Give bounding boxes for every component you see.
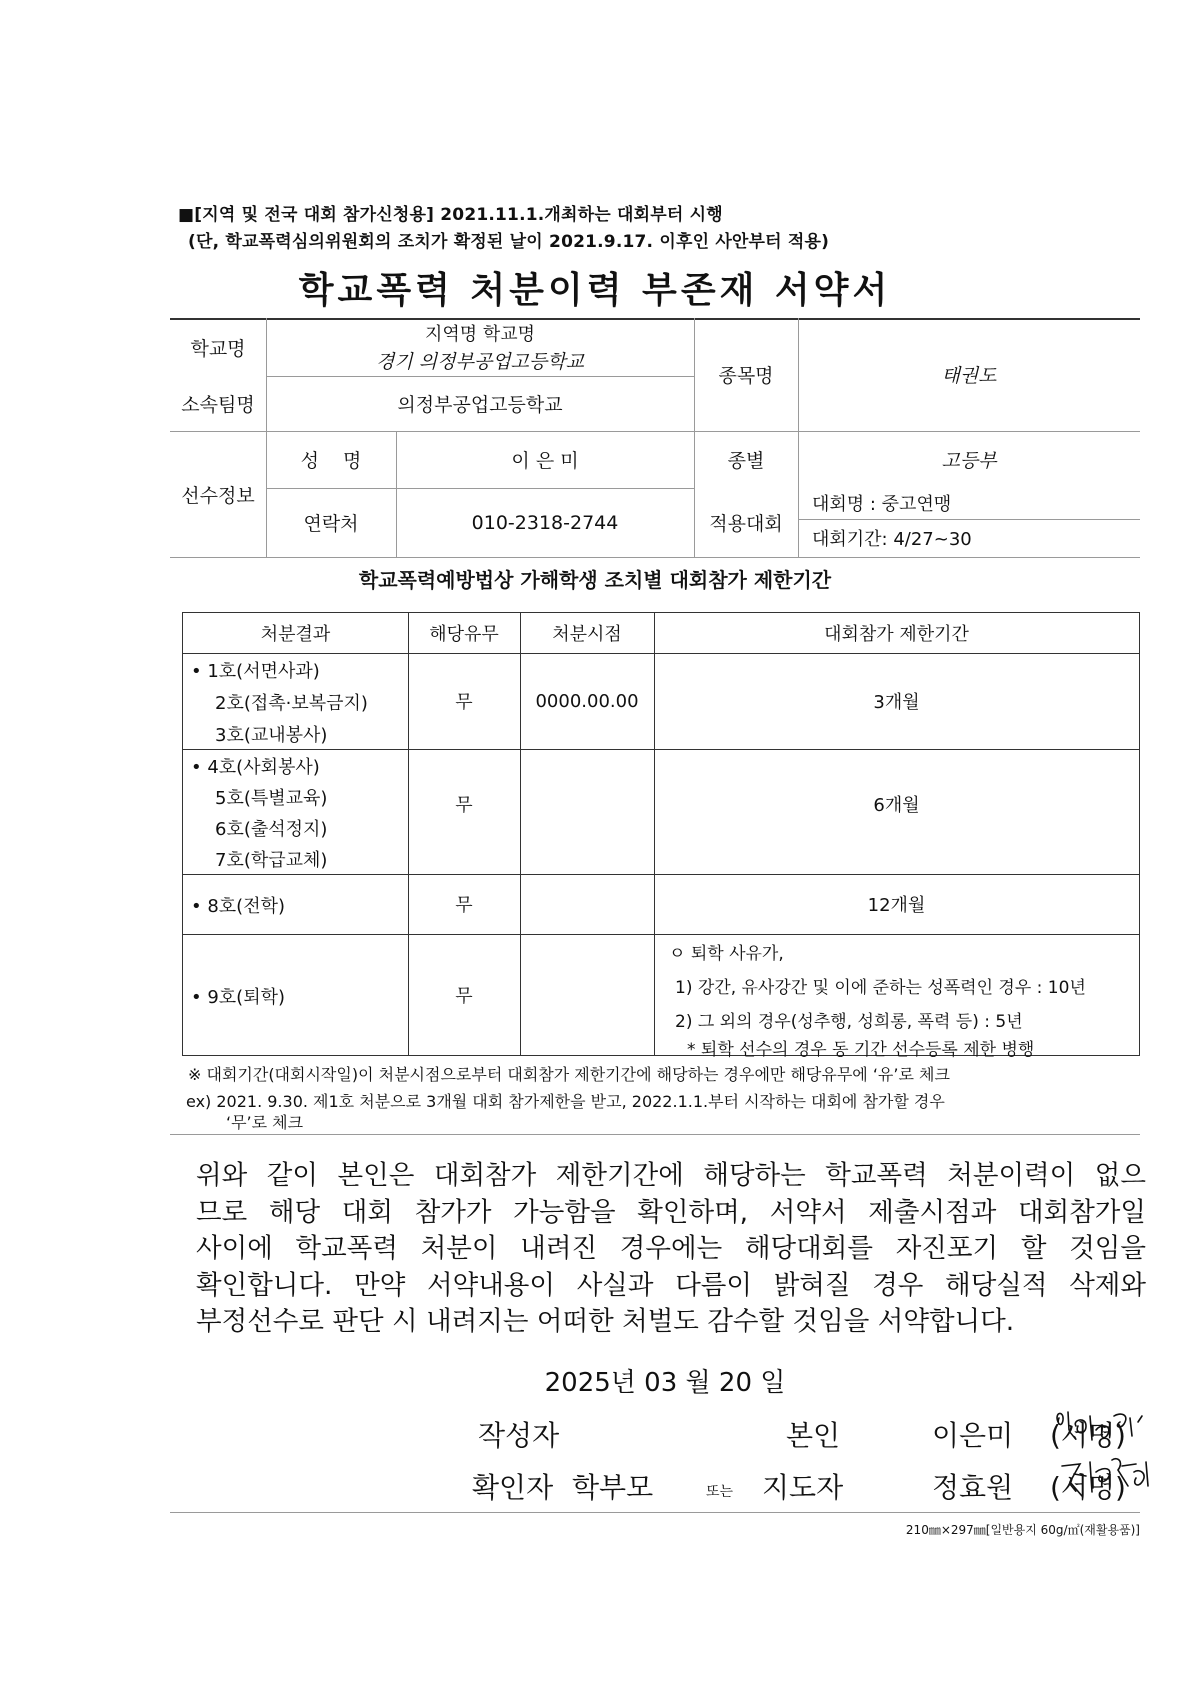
writer-sign-placeholder: (서명) — [1050, 1419, 1126, 1452]
pledge-text — [196, 1158, 1146, 1341]
school-name: 경기 의정부공업고등학교 — [376, 350, 584, 373]
notice-line-2: (단, 학교폭력심의위원회의 조치가 확정된 날이 2021.9.17. 이후인 사안부터 적용) — [188, 232, 830, 252]
applies-value: 무 — [455, 692, 473, 713]
notice-line-1: ■[지역 및 전국 대회 참가신청용] 2021.11.1.개최하는 대회부터 시행 — [178, 205, 723, 225]
restriction-title: 학교폭력예방법상 가해학생 조치별 대회참가 제한기간 — [358, 568, 832, 592]
checker-signature — [1052, 1452, 1172, 1508]
division-label: 종별 — [727, 450, 765, 472]
measure-7: 7호(학급교체) — [215, 850, 328, 871]
measure-3: 3호(교내봉사) — [215, 725, 328, 746]
measure-9: • 9호(퇴학) — [191, 987, 285, 1008]
school-hint: 지역명 학교명 — [424, 324, 536, 345]
competition-name: 대회명 : 중고연맹 — [812, 494, 952, 515]
expulsion-note: * 퇴학 선수의 경우 동 기간 선수등록 제한 병행 — [687, 1040, 1035, 1060]
checker-label: 확인자 — [472, 1471, 554, 1504]
measure-5: 5호(특별교육) — [215, 788, 328, 809]
writer-role: 본인 — [786, 1419, 841, 1452]
measure-8: • 8호(전학) — [191, 896, 285, 917]
expulsion-case-1: 1) 강간, 유사강간 및 이에 준하는 성폭력인 경우 : 10년 — [675, 978, 1086, 998]
col-header-applies: 해당유무 — [429, 624, 499, 645]
applies-value: 무 — [455, 795, 473, 816]
checker-role-coach: 지도자 — [762, 1471, 844, 1504]
pledge-line: 부정선수로 판단 시 내려지는 어떠한 처벌도 감수할 것임을 서약합니다. — [196, 1306, 1015, 1337]
applied-competition-label: 적용대회 — [709, 513, 783, 535]
checker-or: 또는 — [706, 1484, 734, 1500]
pledge-line: 확인합니다. 만약 서약내용이 사실과 다름이 밝혀질 경우 해당실적 삭제와 — [196, 1269, 1146, 1301]
expulsion-reason: ㅇ 퇴학 사유가, — [669, 944, 784, 964]
restriction-period: 6개월 — [873, 795, 920, 816]
col-header-result: 처분결과 — [260, 624, 331, 645]
disposition-date: 0000.00.00 — [535, 690, 639, 712]
measure-4: • 4호(사회봉사) — [191, 757, 320, 778]
athlete-name-label: 성 명 — [300, 450, 362, 472]
applies-value: 무 — [455, 895, 473, 916]
athlete-name: 이 은 미 — [511, 450, 579, 472]
school-label: 학교명 — [190, 337, 246, 360]
writer-signature — [1050, 1406, 1170, 1452]
col-header-period: 대회참가 제한기간 — [824, 624, 969, 645]
team-name: 의정부공업고등학교 — [397, 394, 563, 416]
division-value: 고등부 — [941, 450, 997, 472]
measure-6: 6호(출석정지) — [215, 819, 328, 840]
competition-period: 대회기간: 4/27~30 — [812, 529, 972, 550]
measure-1: • 1호(서면사과) — [191, 661, 320, 682]
disciplinary-table — [182, 612, 1140, 1060]
checker-sign-placeholder: (서명) — [1050, 1471, 1126, 1504]
event-name: 태권도 — [941, 365, 997, 387]
pledge-line: 므로 해당 대회 참가가 가능함을 확인하며, 서약서 제출시점과 대회참가일 — [196, 1196, 1146, 1228]
checker-name: 정효원 — [932, 1471, 1014, 1504]
pledge-line: 위와 같이 본인은 대회참가 제한기간에 해당하는 학교폭력 처분이력이 없으 — [196, 1160, 1146, 1191]
col-header-date: 처분시점 — [552, 624, 622, 645]
checker-role-parent: 학부모 — [572, 1471, 654, 1504]
writer-name: 이은미 — [932, 1419, 1014, 1452]
note-example-cont: ‘무’로 체크 — [226, 1113, 304, 1132]
signing-date: 2025년 03 월 20 일 — [544, 1368, 786, 1398]
event-label: 종목명 — [718, 365, 774, 387]
writer-label: 작성자 — [478, 1419, 560, 1452]
paper-spec-footer: 210㎜×297㎜[일반용지 60g/㎡(재활용품)] — [905, 1523, 1140, 1537]
note-example: ex) 2021. 9.30. 제1호 처분으로 3개월 대회 참가제한을 받고, 2022.1.1.부터 시작하는 대회에 참가할 경우 — [186, 1092, 945, 1111]
pledge-line: 사이에 학교폭력 처분이 내려진 경우에는 해당대회를 자진포기 할 것임을 — [196, 1233, 1146, 1264]
expulsion-case-2: 2) 그 외의 경우(성추행, 성희롱, 폭력 등) : 5년 — [675, 1012, 1023, 1032]
applies-value: 무 — [455, 985, 473, 1007]
restriction-period: 12개월 — [867, 895, 926, 916]
document-title: 학교폭력 처분이력 부존재 서약서 — [298, 270, 892, 311]
team-label: 소속팀명 — [181, 394, 255, 416]
restriction-period: 3개월 — [873, 692, 920, 713]
note-check-rule: ※ 대회기간(대회시작일)이 처분시점으로부터 대회참가 제한기간에 해당하는 경우에만 해당유무에 ‘유’로 체크 — [188, 1065, 950, 1084]
athlete-info-label: 선수정보 — [181, 484, 255, 507]
measure-2: 2호(접촉·보복금지) — [215, 693, 368, 714]
disposition-date — [520, 874, 654, 934]
contact-phone: 010-2318-2744 — [471, 511, 619, 534]
disposition-date — [520, 749, 654, 859]
contact-label: 연락처 — [303, 513, 359, 535]
disposition-date — [520, 934, 654, 1055]
